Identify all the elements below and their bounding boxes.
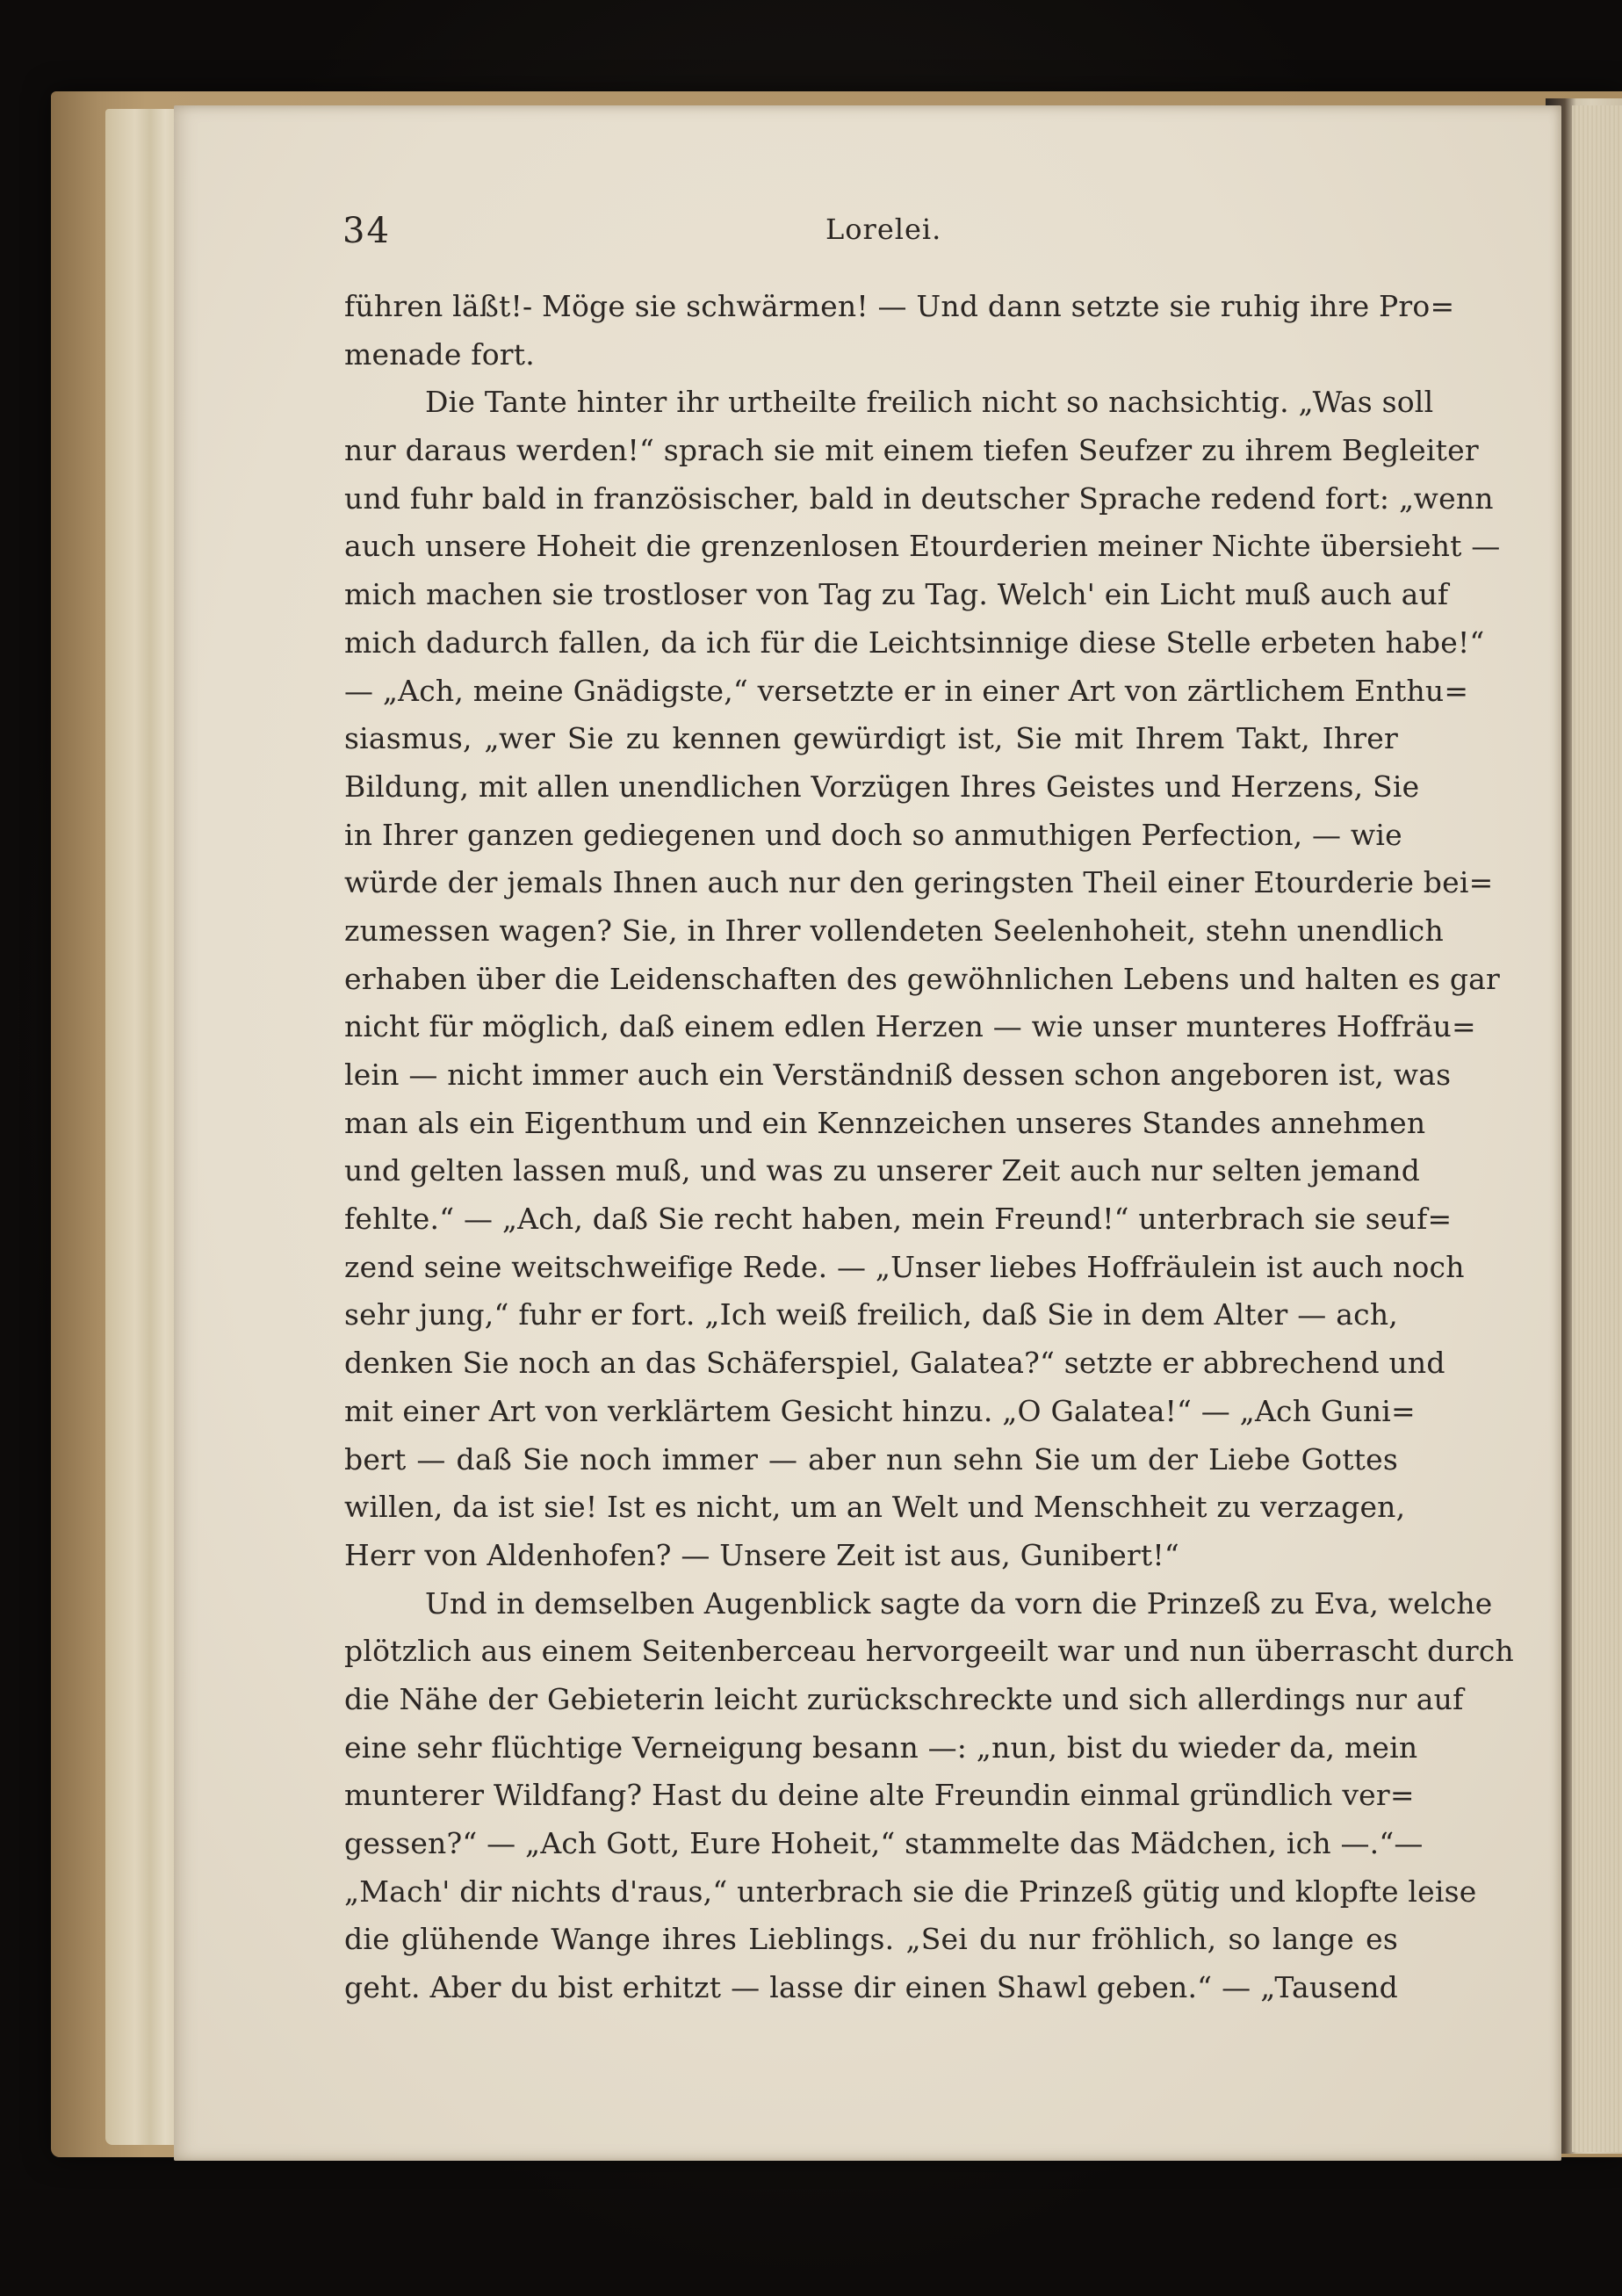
facing-page-edge <box>1572 105 1622 2152</box>
text-line: zumessen wagen? Sie, in Ihrer vollendeten Seelenhoheit, stehn unendlich <box>344 913 1444 948</box>
text-line: sehr jung,“ fuhr er fort. „Ich weiß freilich, daß Sie in dem Alter — ach, <box>344 1297 1398 1332</box>
text-line: mit einer Art von verklärtem Gesicht hinzu. „O Galatea!“ — „Ach Guni= <box>344 1393 1416 1428</box>
text-line: führen läßt!- Möge sie schwärmen! — Und dann setzte sie ruhig ihre Pro= <box>344 289 1455 323</box>
text-line: nur daraus werden!“ sprach sie mit einem tiefen Seufzer zu ihrem Begleiter <box>344 433 1479 468</box>
text-line: zend seine weitschweifige Rede. — „Unser liebes Hoffräulein ist auch noch <box>344 1249 1465 1284</box>
text-line: und fuhr bald in französischer, bald in deutscher Sprache redend fort: „wenn <box>344 480 1494 516</box>
text-line: man als ein Eigenthum und ein Kennzeichen unseres Standes annehmen <box>344 1105 1426 1140</box>
text-line: die glühende Wange ihres Lieblings. „Sei du nur fröhlich, so lange es <box>344 1922 1398 1957</box>
text-line: Bildung, mit allen unendlichen Vorzügen Ihres Geistes und Herzens, Sie <box>344 769 1420 804</box>
text-line: eine sehr flüchtige Verneigung besann —: „nun, bist du wieder da, mein <box>344 1729 1418 1765</box>
page-number: 34 <box>342 211 391 251</box>
text-line: Die Tante hinter ihr urtheilte freilich nicht so nachsichtig. „Was soll <box>425 385 1434 420</box>
text-line: munterer Wildfang? Hast du deine alte Freundin einmal gründlich ver= <box>344 1778 1415 1813</box>
text-line: nicht für möglich, daß einem edlen Herzen — wie unser munteres Hoffräu= <box>344 1009 1476 1044</box>
text-line: Herr von Aldenhofen? — Unsere Zeit ist aus, Gunibert!“ <box>344 1537 1179 1572</box>
text-line: würde der jemals Ihnen auch nur den geringsten Theil einer Etourderie bei= <box>344 865 1494 900</box>
text-line: bert — daß Sie noch immer — aber nun sehn Sie um der Liebe Gottes <box>344 1441 1398 1477</box>
text-line: Und in demselben Augenblick sagte da vorn die Prinzeß zu Eva, welche <box>425 1585 1493 1621</box>
running-title: Lorelei. <box>825 213 942 246</box>
text-line: siasmus, „wer Sie zu kennen gewürdigt ist, Sie mit Ihrem Takt, Ihrer <box>344 721 1398 756</box>
text-line: erhaben über die Leidenschaften des gewöhnlichen Lebens und halten es gar <box>344 961 1501 996</box>
text-line: auch unsere Hoheit die grenzenlosen Etourderien meiner Nichte übersieht — <box>344 529 1501 564</box>
text-line: „Mach' dir nichts d'raus,“ unterbrach sie die Prinzeß gütig und klopfte leise <box>344 1874 1477 1909</box>
text-line: gessen?“ — „Ach Gott, Eure Hoheit,“ stammelte das Mädchen, ich —.“— <box>344 1826 1424 1860</box>
text-line: die Nähe der Gebieterin leicht zurückschreckte und sich allerdings nur auf <box>344 1681 1464 1716</box>
page-header <box>342 211 1396 264</box>
text-line: plötzlich aus einem Seitenberceau hervorgeeilt war und nun überrascht durch <box>344 1634 1515 1669</box>
text-line: menade fort. <box>344 336 535 372</box>
text-line: fehlte.“ — „Ach, daß Sie recht haben, mein Freund!“ unterbrach sie seuf= <box>344 1202 1453 1237</box>
text-line: mich machen sie trostloser von Tag zu Tag. Welch' ein Licht muß auch auf <box>344 577 1449 612</box>
text-line: mich dadurch fallen, da ich für die Leichtsinnige diese Stelle erbeten habe!“ <box>344 625 1485 660</box>
body-text <box>344 283 1515 2012</box>
text-line: willen, da ist sie! Ist es nicht, um an Welt und Menschheit zu verzagen, <box>344 1490 1406 1525</box>
text-line: in Ihrer ganzen gediegenen und doch so anmuthigen Perfection, — wie <box>344 817 1402 852</box>
text-line: — „Ach, meine Gnädigste,“ versetzte er in einer Art von zärtlichem Enthu= <box>344 673 1469 708</box>
text-line: und gelten lassen muß, und was zu unserer Zeit auch nur selten jemand <box>344 1153 1421 1188</box>
text-line: lein — nicht immer auch ein Verständniß dessen schon angeboren ist, was <box>344 1058 1452 1092</box>
text-line: denken Sie noch an das Schäferspiel, Galatea?“ setzte er abbrechend und <box>344 1346 1445 1381</box>
text-line: geht. Aber du bist erhitzt — lasse dir einen Shawl geben.“ — „Tausend <box>344 1970 1398 2005</box>
